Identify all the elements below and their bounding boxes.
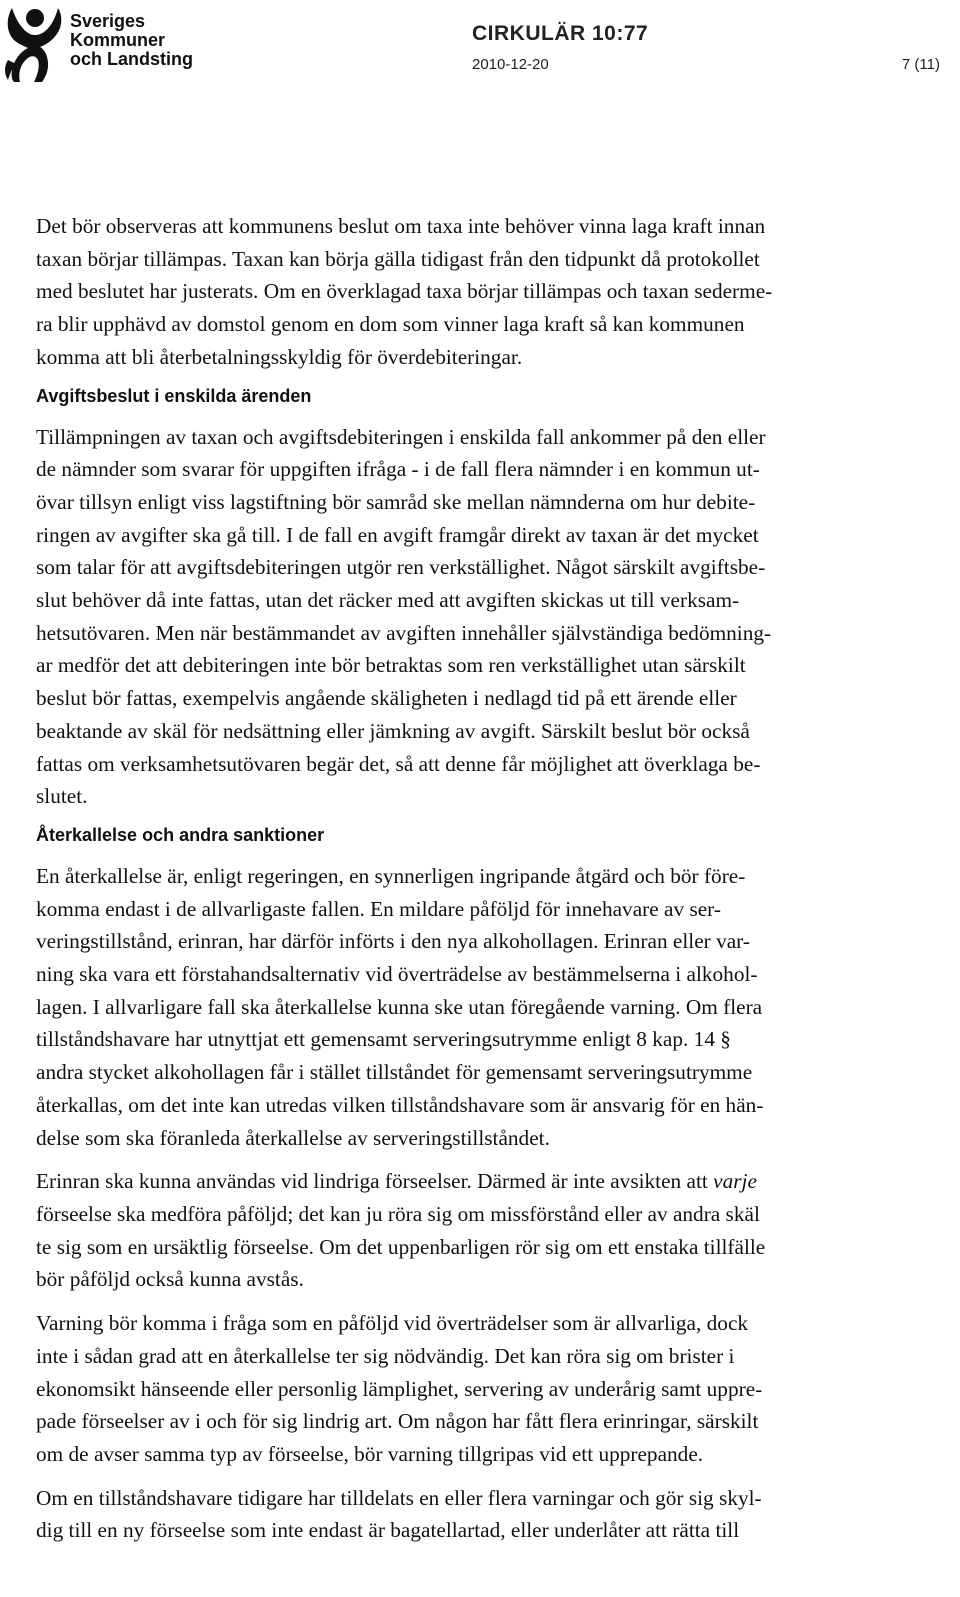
paragraph-line: ra blir upphävd av domstol genom en dom som vinner laga kraft så kan kommunen <box>36 312 745 337</box>
paragraph-line-text: Erinran ska kunna användas vid lindriga förseelser. Därmed är inte avsikten att <box>36 1169 714 1194</box>
paragraph-line: övar tillsyn enligt viss lagstiftning bör samråd ske mellan nämnderna om hur debite- <box>36 489 756 514</box>
paragraph-line <box>36 1165 928 1198</box>
paragraph-line: slut behöver då inte fattas, utan det räcker med att avgiften skickas ut till verksam- <box>36 588 740 613</box>
paragraph-line: med beslutet har justerats. Om en överklagad taxa börjar tillämpas och taxan sederme- <box>36 279 773 304</box>
paragraph-line: slutet. <box>36 784 88 809</box>
circular-title: CIRKULÄR 10:77 <box>472 22 649 45</box>
paragraph-line: tillståndshavare har utnyttjat ett gemensamt serveringsutrymme enligt 8 kap. 14 § <box>36 1027 731 1052</box>
paragraph-line: pade förseelser av i och för sig lindrig art. Om någon har fått flera erinringar, särskilt <box>36 1409 759 1434</box>
paragraph-line: komma endast i de allvarligaste fallen. En mildare påföljd för innehavare av ser- <box>36 896 721 921</box>
paragraph-line: ekonomsikt hänseende eller personlig lämplighet, servering av underårig samt uppre- <box>36 1376 763 1401</box>
page-indicator: 7 (11) <box>901 56 940 73</box>
paragraph-line: förseelse ska medföra påföljd; det kan ju röra sig om missförstånd eller av andra skäl <box>36 1201 760 1226</box>
paragraph-line: ringen av avgifter ska gå till. I de fall en avgift framgår direkt av taxan är det mycket <box>36 522 759 547</box>
body-paragraph <box>36 210 928 374</box>
paragraph-line: Tillämpningen av taxan och avgiftsdebiteringen i enskilda fall ankommer på den eller <box>36 424 766 449</box>
document-body <box>36 210 928 1558</box>
paragraph-line: te sig som en ursäktlig förseelse. Om det uppenbarligen rör sig om ett enstaka tillfälle <box>36 1234 766 1259</box>
body-paragraph <box>36 1165 928 1296</box>
logo-line-1: Sveriges <box>70 11 146 31</box>
paragraph-line: som talar för att avgiftsdebiteringen utgör ren verkställighet. Något särskilt avgiftsbe- <box>36 555 766 580</box>
paragraph-line: bör påföljd också kunna avstås. <box>36 1267 304 1292</box>
paragraph-line: Om en tillståndshavare tidigare har tilldelats en eller flera varningar och gör sig skyl- <box>36 1485 762 1510</box>
paragraph-line: En återkallelse är, enligt regeringen, en synnerligen ingripande åtgärd och bör före- <box>36 863 746 888</box>
body-paragraph <box>36 1307 928 1471</box>
paragraph-line: Det bör observeras att kommunens beslut om taxa inte behöver vinna laga kraft innan <box>36 214 766 238</box>
logo-line-3: och Landsting <box>70 49 193 69</box>
paragraph-line: om de avser samma typ av förseelse, bör varning tillgripas vid ett upprepande. <box>36 1441 704 1466</box>
body-paragraph <box>36 1482 928 1547</box>
emphasized-word: varje <box>713 1169 757 1194</box>
paragraph-line: inte i sådan grad att en återkallelse ter sig nödvändig. Det kan röra sig om brister i <box>36 1343 735 1368</box>
paragraph-line: veringstillstånd, erinran, har därför införts i den nya alkohollagen. Erinran eller var- <box>36 929 750 954</box>
body-paragraph <box>36 860 928 1154</box>
paragraph-line: de nämnder som svarar för uppgiften ifråga - i de fall flera nämnder i en kommun ut- <box>36 457 760 482</box>
logo-line-2: Kommuner <box>70 30 166 50</box>
paragraph-line: ar medför det att debiteringen inte bör betraktas som ren verkställighet utan särskilt <box>36 653 746 678</box>
section-heading: Återkallelse och andra sanktioner <box>36 824 325 845</box>
paragraph-line: komma att bli återbetalningsskyldig för överdebiteringar. <box>36 344 523 369</box>
paragraph-line: ning ska vara ett förstahandsalternativ vid överträdelse av bestämmelserna i alkohol- <box>36 962 758 987</box>
paragraph-line: hetsutövaren. Men när bestämmandet av avgiften innehåller självständiga bedömning- <box>36 620 772 645</box>
paragraph-line: taxan börjar tillämpas. Taxan kan börja gälla tidigast från den tidpunkt då protokollet <box>36 246 760 271</box>
paragraph-line: lagen. I allvarligare fall ska återkallelse kunna ske utan föregående varning. Om flera <box>36 994 763 1019</box>
organization-logo <box>4 4 204 82</box>
paragraph-line: återkallas, om det inte kan utredas vilken tillståndshavare som är ansvarig för en hän- <box>36 1092 764 1117</box>
paragraph-line: beaktande av skäl för nedsättning eller jämkning av avgift. Särskilt beslut bör också <box>36 718 750 743</box>
skl-figure-logo-icon <box>4 4 66 82</box>
paragraph-line: fattas om verksamhetsutövaren begär det, så att denne får möjlighet att överklaga be- <box>36 751 761 776</box>
paragraph-line: dig till en ny förseelse som inte endast är bagatellartad, eller underlåter att rätta till <box>36 1518 740 1543</box>
section-heading: Avgiftsbeslut i enskilda ärenden <box>36 385 312 406</box>
logo-wordmark <box>70 12 193 69</box>
circular-date: 2010-12-20 <box>472 56 549 73</box>
paragraph-line: andra stycket alkohollagen får i stället tillståndet för gemensamt serveringsutrymme <box>36 1060 753 1085</box>
paragraph-line: Varning bör komma i fråga som en påföljd vid överträdelser som är allvarliga, dock <box>36 1311 749 1336</box>
paragraph-line: delse som ska föranleda återkallelse av serveringstillståndet. <box>36 1125 550 1150</box>
body-paragraph <box>36 421 928 813</box>
paragraph-line: beslut bör fattas, exempelvis angående skäligheten i nedlagd tid på ett ärende eller <box>36 686 737 711</box>
